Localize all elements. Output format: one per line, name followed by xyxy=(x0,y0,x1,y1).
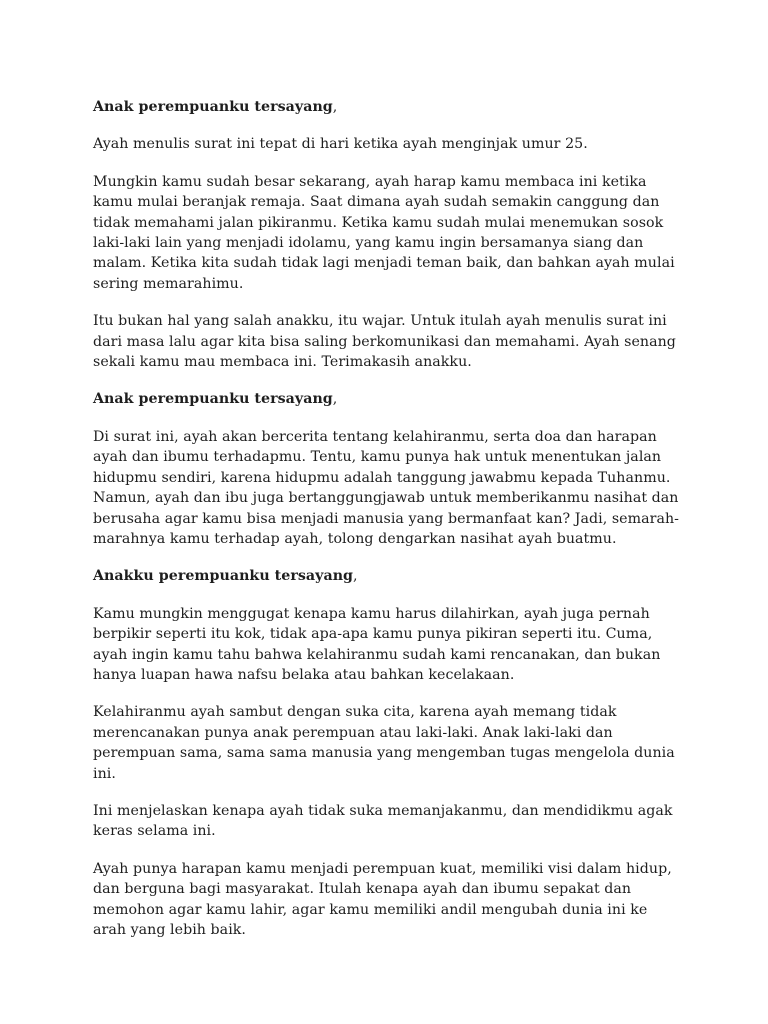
paragraph-2: Mungkin kamu sudah besar sekarang, ayah harap kamu membaca ini ketika kamu mulai beranjak remaja. Saat dimana ayah sudah semakin canggung dan tidak memahami jalan pikiranmu. Ketika kamu sudah mulai menemukan sosok laki-laki lain yang menjadi idolamu, yang kamu ingin bersamanya siang dan malam. Ketika kita sudah tidak lagi menjadi teman baik, dan bahkan ayah mulai sering memarahimu. xyxy=(93,173,675,292)
salutation-3-punct: , xyxy=(353,568,358,585)
letter-body xyxy=(93,97,683,957)
salutation-2-name: Anak perempuanku tersayang xyxy=(93,391,333,408)
paragraph-8: Ayah punya harapan kamu menjadi perempuan kuat, memiliki visi dalam hidup, dan berguna bagi masyarakat. Itulah kenapa ayah dan ibumu sepakat dan memohon agar kamu lahir, agar kamu memiliki andil mengubah dunia ini ke arah yang lebih baik. xyxy=(93,860,672,938)
salutation-1-punct: , xyxy=(332,99,338,115)
salutation-1 xyxy=(93,97,683,117)
salutation-1-name: Anak perempuanku tersayang xyxy=(93,99,333,115)
salutation-2-punct: , xyxy=(332,391,338,408)
salutation-3-name: Anakku perempuanku tersayang xyxy=(93,568,354,585)
paragraph-7: Ini menjelaskan kenapa ayah tidak suka memanjakanmu, dan mendidikmu agak keras selama ini. xyxy=(93,802,673,840)
paragraph-3: Itu bukan hal yang salah anakku, itu wajar. Untuk itulah ayah menulis surat ini dari masa lalu agar kita bisa saling berkomunikasi dan memahami. Ayah senang sekali kamu mau membaca ini. Terimakasih anakku. xyxy=(93,313,676,371)
paragraph-4: Di surat ini, ayah akan bercerita tentang kelahiranmu, serta doa dan harapan ayah dan ibumu terhadapmu. Tentu, kamu punya hak untuk menentukan jalan hidupmu sendiri, karena hidupmu adalah tanggung jawabmu kepada Tuhanmu. Namun, ayah dan ibu juga bertanggungjawab untuk memberikanmu nasihat dan berusaha agar kamu bisa menjadi manusia yang bermanfaat kan? Jadi, semarah-marahnya kamu terhadap ayah, tolong dengarkan nasihat ayah buatmu. xyxy=(93,428,679,547)
paragraph-5: Kamu mungkin menggugat kenapa kamu harus dilahirkan, ayah juga pernah berpikir seperti itu kok, tidak apa-apa kamu punya pikiran seperti itu. Cuma, ayah ingin kamu tahu bahwa kelahiranmu sudah kami rencanakan, dan bukan hanya luapan hawa nafsu belaka atau bahkan kecelakaan. xyxy=(93,605,661,683)
paragraph-6: Kelahiranmu ayah sambut dengan suka cita, karena ayah memang tidak merencanakan punya anak perempuan atau laki-laki. Anak laki-laki dan perempuan sama, sama sama manusia yang mengemban tugas mengelola dunia ini. xyxy=(93,704,675,782)
paragraph-1: Ayah menulis surat ini tepat di hari ketika ayah menginjak umur 25. xyxy=(93,136,588,153)
salutation-3 xyxy=(93,566,683,586)
salutation-2 xyxy=(93,389,683,409)
